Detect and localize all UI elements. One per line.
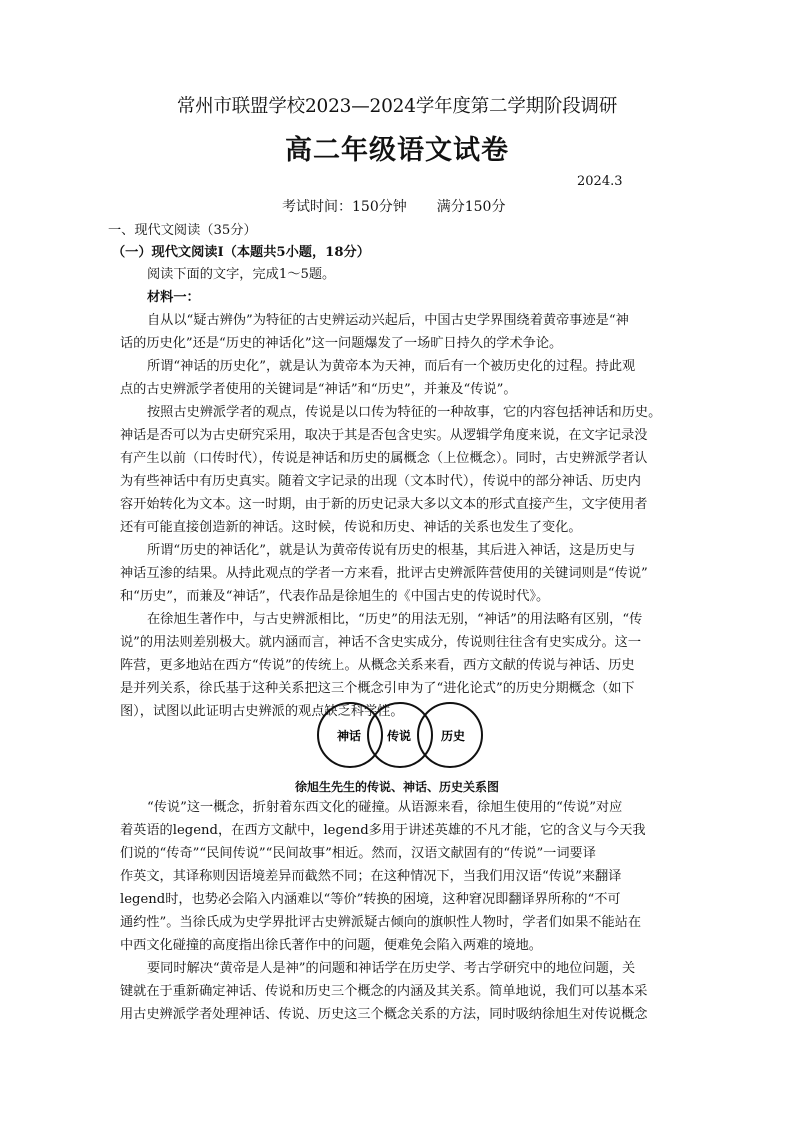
exam-time: 考试时间：150分钟 — [282, 199, 407, 215]
paragraph-line: 有产生以前（口传时代），传说是神话和历史的属概念（上位概念）。同时，古史辨派学者认 — [120, 451, 648, 466]
school-header: 常州市联盟学校2023—2024学年度第二学期阶段调研 — [176, 96, 618, 117]
paragraph-line: 用古史辨派学者处理神话、传说、历史这三个概念关系的方法，同时吸纳徐旭生对传说概念 — [120, 1007, 648, 1022]
legend-label: 传说 — [387, 729, 412, 743]
paragraph-line: 说”的用法则差别极大。就内涵而言，神话不含史实成分，传说则往往含有史实成分。这一 — [120, 635, 642, 650]
paragraph-line: 还有可能直接创造新的神话。这时候，传说和历史、神话的关系也发生了变化。 — [120, 520, 582, 535]
page-title: 高二年级语文试卷 — [285, 135, 509, 166]
paragraph-line: 按照古史辨派学者的观点，传说是以口传为特征的一种故事，它的内容包括神话和历史。 — [147, 405, 662, 420]
subsection-heading: （一）现代文阅读Ⅰ（本题共5小题，18分） — [112, 245, 370, 260]
history-label: 历史 — [441, 729, 466, 743]
paragraph-line: 和“历史”，而兼及“神话”，代表作品是徐旭生的《中国古史的传说时代》。 — [120, 589, 550, 604]
paragraph-line: 神话互渗的结果。从持此观点的学者一方来看，批评古史辨派阵营使用的关键词则是“传说” — [120, 566, 648, 581]
paragraph-line: 着英语的legend，在西方文献中，legend多用于讲述英雄的不凡才能，它的含义与今天我 — [120, 823, 646, 838]
exam-date: 2024.3 — [577, 174, 623, 189]
paragraph-line: 图），试图以此证明古史辨派的观点缺乏科学性。 — [120, 704, 404, 719]
paragraph-line: 是并列关系，徐氏基于这种关系把这三个概念引申为了“进化论式”的历史分期概念（如下 — [120, 681, 635, 696]
paragraph-line: “传说”这一概念，折射着东西文化的碰撞。从语源来看，徐旭生使用的“传说”对应 — [147, 800, 623, 815]
paragraph-line: 作英文，其译称则因语境差异而截然不同；在这种情况下，当我们用汉语“传说”来翻译 — [120, 869, 622, 884]
paragraph-line: 在徐旭生著作中，与古史辨派相比，“历史”的用法无别，“神话”的用法略有区别，“传 — [147, 612, 643, 627]
paragraph-line: legend时，也势必会陷入内涵难以“等价”转换的困境，这种窘况即翻译界所称的“不可 — [120, 892, 621, 907]
paragraph-line: 话的历史化”还是“历史的神话化”这一问题爆发了一场旷日持久的学术争论。 — [120, 336, 563, 351]
paragraph-line: 中西文化碰撞的高度指出徐氏著作中的问题，便难免会陷入两难的境地。 — [120, 938, 542, 953]
diagram-caption: 徐旭生先生的传说、神话、历史关系图 — [294, 780, 499, 794]
paragraph-line: 自从以“疑古辨伪”为特征的古史辨运动兴起后，中国古史学界围绕着黄帝事迹是“神 — [147, 313, 629, 328]
paragraph-line: 容开始转化为文本。这一时期，由于新的历史记录大多以文本的形式直接产生，文字使用者 — [120, 497, 648, 512]
concept-diagram — [315, 700, 485, 770]
exam-score: 满分150分 — [436, 199, 506, 215]
paragraph-line: 点的古史辨派学者使用的关键词是“神话”和“历史”，并兼及“传说”。 — [120, 382, 517, 397]
section-heading: 一、现代文阅读（35分） — [108, 223, 257, 238]
instruction: 阅读下面的文字，完成1～5题。 — [147, 267, 336, 282]
material-label: 材料一： — [147, 290, 200, 305]
paragraph-line: 所谓“神话的历史化”，就是认为黄帝本为天神，而后有一个被历史化的过程。持此观 — [147, 359, 636, 374]
paragraph-line: 阵营，更多地站在西方“传说”的传统上。从概念关系来看，西方文献的传说与神话、历史 — [120, 658, 635, 673]
paragraph-line: 神话是否可以为古史研究采用，取决于其是否包含史实。从逻辑学角度来说，在文字记录没 — [120, 428, 648, 443]
myth-label: 神话 — [337, 729, 362, 743]
paragraph-line: 要同时解决“黄帝是人是神”的问题和神话学在历史学、考古学研究中的地位问题，关 — [147, 961, 636, 976]
exam-info — [282, 196, 505, 216]
paragraph-line: 们说的“传奇”“民间传说”“民间故事”相近。然而，汉语文献固有的“传说”一词要译 — [120, 846, 596, 861]
paragraph-line: 所谓“历史的神话化”，就是认为黄帝传说有历史的根基，其后进入神话，这是历史与 — [147, 543, 636, 558]
paragraph-line: 通约性”。当徐氏成为史学界批评古史辨派疑古倾向的旗帜性人物时，学者们如果不能站在 — [120, 915, 642, 930]
paragraph-line: 为有些神话中有历史真实。随着文字记录的出现（文本时代），传说中的部分神话、历史内 — [120, 474, 641, 489]
paragraph-line: 键就在于重新确定神话、传说和历史三个概念的内涵及其关系。简单地说，我们可以基本采 — [120, 984, 648, 999]
